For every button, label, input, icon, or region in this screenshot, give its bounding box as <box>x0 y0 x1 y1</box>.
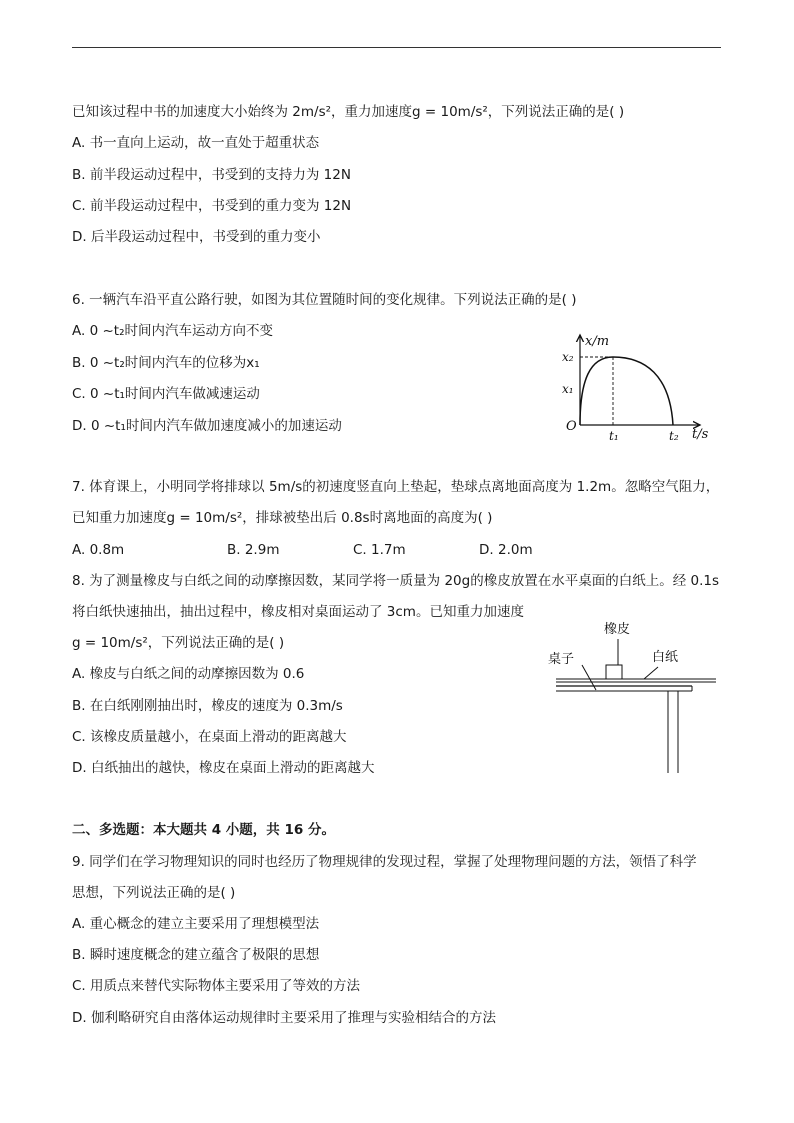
x-axis-label: t/s <box>692 427 709 442</box>
q7-option-c: C. 1.7m <box>353 542 406 558</box>
q7-stem-line2: 已知重力加速度g = 10m/s²，排球被垫出后 0.8s时离地面的高度为( ) <box>72 510 493 526</box>
q8-option-c: C. 该橡皮质量越小，在桌面上滑动的距离越大 <box>72 729 347 745</box>
paper-pointer <box>644 667 658 679</box>
q5-option-a: A. 书一直向上运动，故一直处于超重状态 <box>72 135 320 151</box>
q8-stem-line1: 8. 为了测量橡皮与白纸之间的动摩擦因数，某同学将一质量为 20g的橡皮放置在水平桌面的白纸上。经 0.1s <box>72 573 720 589</box>
q6-option-b: B. 0 ~t₂时间内汽车的位移为x₁ <box>72 355 260 371</box>
section-heading: 二、多选题：本大题共 4 小题，共 16 分。 <box>72 822 335 838</box>
q5-option-d: D. 后半段运动过程中，书受到的重力变小 <box>72 229 321 245</box>
q9-option-d: D. 伽利略研究自由落体运动规律时主要采用了推理与实验相结合的方法 <box>72 1010 496 1026</box>
position-curve <box>580 357 673 425</box>
eraser-table-figure <box>540 615 720 775</box>
q8-stem-line3: g = 10m/s²，下列说法正确的是( ) <box>72 635 285 651</box>
q6-option-a: A. 0 ~t₂时间内汽车运动方向不变 <box>72 323 273 339</box>
q7-option-b: B. 2.9m <box>227 542 280 558</box>
q8-stem-line2: 将白纸快速抽出，抽出过程中，橡皮相对桌面运动了 3cm。已知重力加速度 <box>72 604 524 620</box>
t1-label: t₁ <box>609 429 619 443</box>
q8-option-a: A. 橡皮与白纸之间的动摩擦因数为 0.6 <box>72 666 305 682</box>
q9-option-b: B. 瞬时速度概念的建立蕴含了极限的思想 <box>72 947 320 963</box>
q9-option-c: C. 用质点来替代实际物体主要采用了等效的方法 <box>72 978 361 994</box>
q8-option-b: B. 在白纸刚刚抽出时，橡皮的速度为 0.3m/s <box>72 698 343 714</box>
q9-option-a: A. 重心概念的建立主要采用了理想模型法 <box>72 916 320 932</box>
q6-stem: 6. 一辆汽车沿平直公路行驶，如图为其位置随时间的变化规律。下列说法正确的是( ) <box>72 292 577 308</box>
paper-label: 白纸 <box>652 650 679 665</box>
q9-stem-line2: 思想，下列说法正确的是( ) <box>72 885 236 901</box>
q5-option-c: C. 前半段运动过程中，书受到的重力变为 12N <box>72 198 352 214</box>
q5-option-b: B. 前半段运动过程中，书受到的支持力为 12N <box>72 167 351 183</box>
q6-option-c: C. 0 ~t₁时间内汽车做减速运动 <box>72 386 260 402</box>
q5-stem: 已知该过程中书的加速度大小始终为 2m/s²，重力加速度g = 10m/s²，下列说法正确的是( ) <box>72 104 625 120</box>
eraser-block <box>606 665 622 679</box>
q8-option-d: D. 白纸抽出的越快，橡皮在桌面上滑动的距离越大 <box>72 760 375 776</box>
q7-stem-line1: 7. 体育课上，小明同学将排球以 5m/s的初速度竖直向上垫起，垫球点离地面高度为 1.2m。忽略空气阻力， <box>72 479 720 495</box>
q7-option-a: A. 0.8m <box>72 542 125 558</box>
origin-label: O <box>566 419 577 434</box>
t2-label: t₂ <box>669 429 679 443</box>
eraser-label: 橡皮 <box>604 622 631 637</box>
q9-stem-line1: 9. 同学们在学习物理知识的同时也经历了物理规律的发现过程，掌握了处理物理问题的方法，领悟了科学 <box>72 854 697 870</box>
x1-label: x₁ <box>562 382 574 396</box>
table-label: 桌子 <box>548 652 575 667</box>
q7-option-d: D. 2.0m <box>479 542 533 558</box>
y-axis-label: x/m <box>585 334 610 349</box>
header-rule <box>72 47 721 48</box>
position-time-graph <box>560 330 720 445</box>
x2-label: x₂ <box>562 350 574 364</box>
q6-option-d: D. 0 ~t₁时间内汽车做加速度减小的加速运动 <box>72 418 342 434</box>
